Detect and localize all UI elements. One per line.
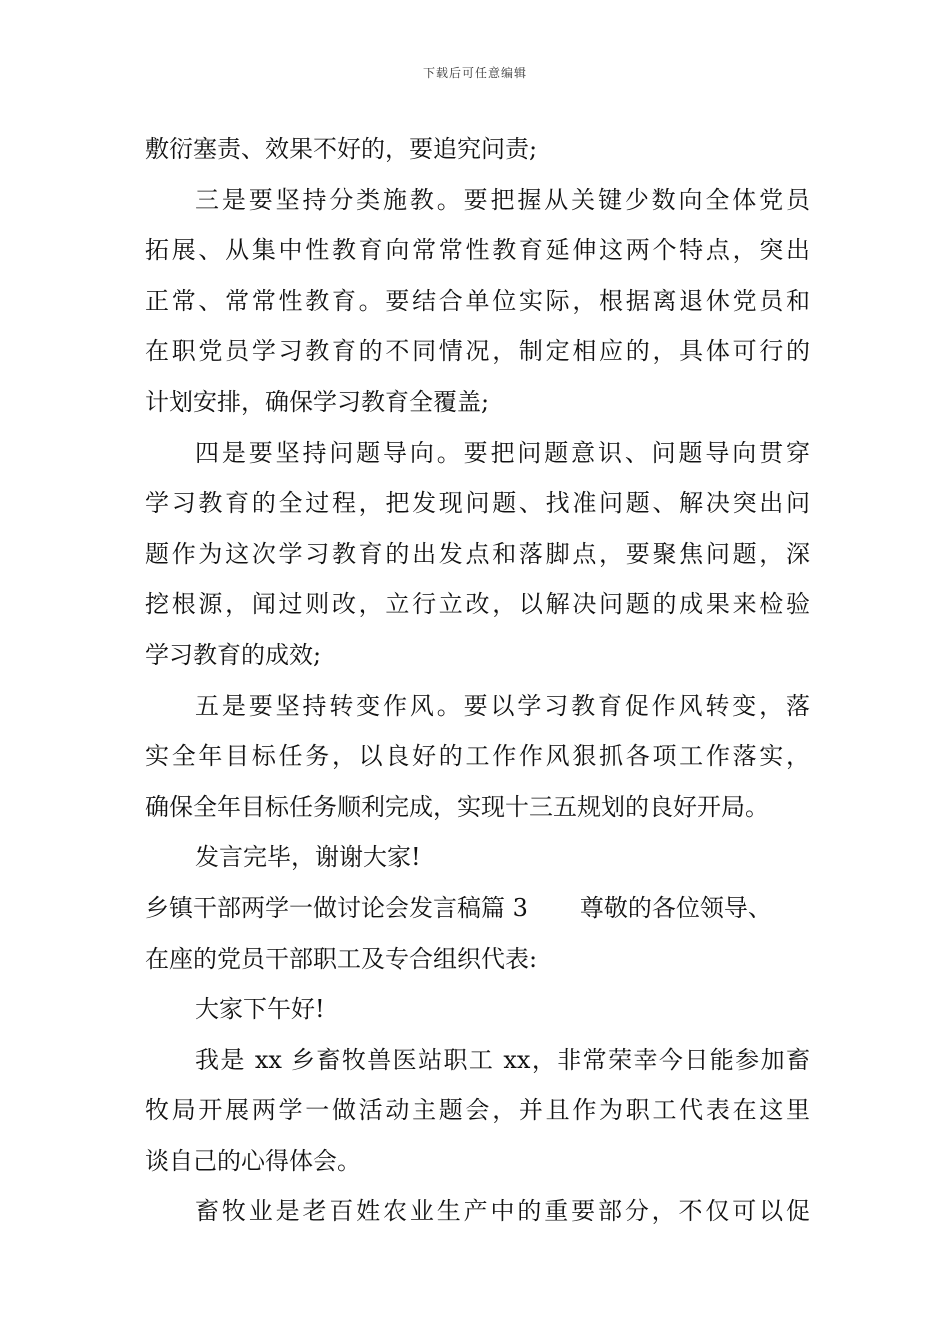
paragraph-line: 三是要坚持分类施教。要把握从关键少数向全体党员 — [195, 185, 810, 214]
document-body — [145, 124, 810, 1237]
paragraph-line: 敷衍塞责、效果不好的，要追究问责; — [145, 135, 538, 163]
paragraph-line: 实全年目标任务，以良好的工作作风狠抓各项工作落实， — [145, 742, 810, 771]
paragraph-line: 发言完毕，谢谢大家! — [195, 843, 421, 872]
page-header-note: 下载后可任意编辑 — [422, 66, 527, 80]
paragraph-line: 拓展、从集中性教育向常常性教育延伸这两个特点，突出 — [145, 236, 810, 265]
paragraph-line: 大家下午好! — [195, 995, 325, 1024]
paragraph-line: 正常、常常性教育。要结合单位实际，根据离退休党员和 — [145, 286, 810, 315]
paragraph-line: 学习教育的全过程，把发现问题、找准问题、解决突出问 — [145, 489, 810, 518]
section-title: 乡镇干部两学一做讨论会发言稿篇 3 — [145, 893, 528, 922]
paragraph-line: 在座的党员干部职工及专合组织代表: — [145, 944, 538, 973]
paragraph-line: 谈自己的心得体会。 — [145, 1146, 361, 1175]
paragraph-line: 确保全年目标任务顺利完成，实现十三五规划的良好开局。 — [145, 792, 769, 821]
paragraph-line: 我是 xx 乡畜牧兽医站职工 xx，非常荣幸今日能参加畜 — [195, 1045, 810, 1074]
paragraph-line: 学习教育的成效; — [145, 640, 322, 669]
paragraph-line: 在职党员学习教育的不同情况，制定相应的，具体可行的 — [145, 337, 810, 366]
section-heading-line — [145, 883, 810, 934]
paragraph-line: 四是要坚持问题导向。要把问题意识、问题导向贯穿 — [195, 438, 810, 467]
paragraph-line: 计划安排，确保学习教育全覆盖; — [145, 387, 490, 416]
section-greeting: 尊敬的各位领导、 — [579, 893, 772, 922]
paragraph-line: 挖根源，闻过则改，立行立改，以解决问题的成果来检验 — [145, 590, 810, 619]
paragraph-line: 畜牧业是老百姓农业生产中的重要部分，不仅可以促 — [195, 1197, 810, 1226]
paragraph-line: 五是要坚持转变作风。要以学习教育促作风转变，落 — [195, 691, 810, 720]
paragraph-line: 题作为这次学习教育的出发点和落脚点，要聚焦问题，深 — [145, 539, 810, 568]
paragraph-line: 牧局开展两学一做活动主题会，并且作为职工代表在这里 — [145, 1096, 810, 1125]
